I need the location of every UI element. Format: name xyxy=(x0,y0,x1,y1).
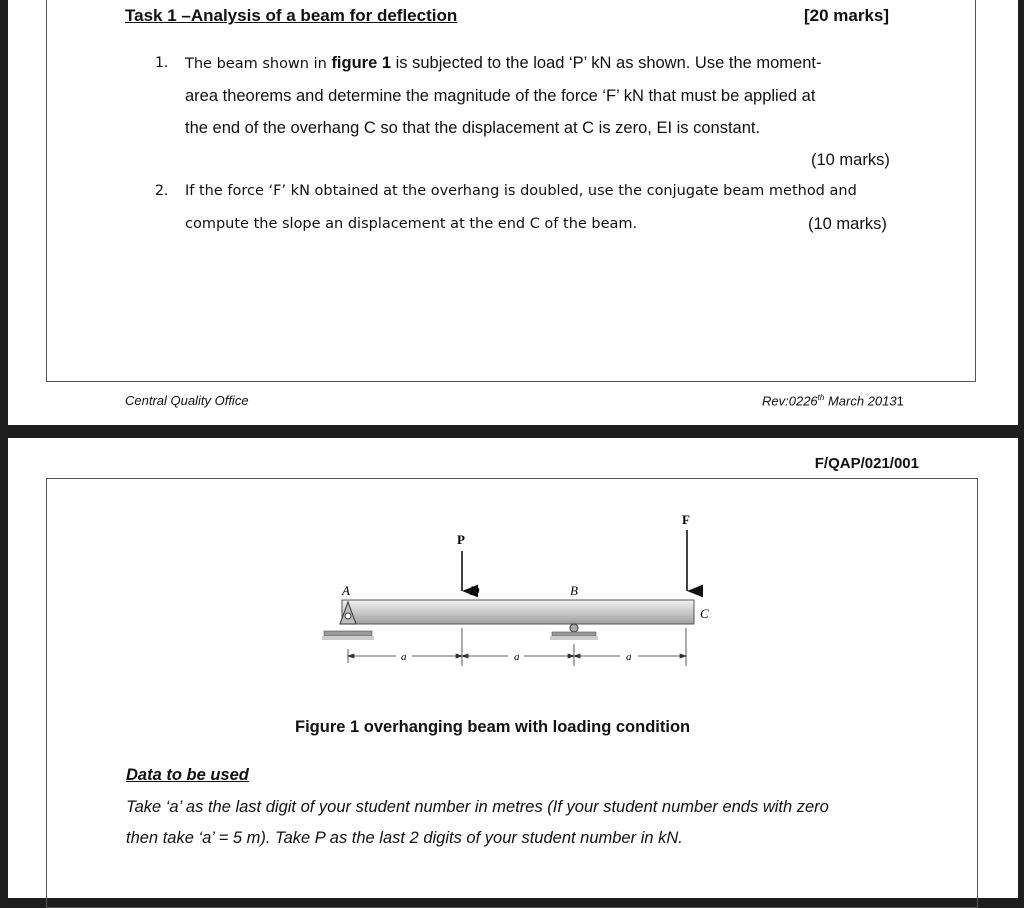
q2-line-2: compute the slope an displacement at the end C of the beam. xyxy=(185,216,638,232)
label-d: D xyxy=(470,583,480,598)
label-f: F xyxy=(682,512,690,527)
data-heading: Data to be used xyxy=(126,766,249,784)
beam xyxy=(342,600,694,624)
document-code: F/QAP/021/001 xyxy=(814,455,919,472)
roller-support-b xyxy=(550,624,598,640)
task-marks: [20 marks] xyxy=(804,6,890,25)
label-p: P xyxy=(457,532,465,547)
q1-line-1c: is subjected to the load ‘P’ kN as shown. Use the moment- xyxy=(391,54,822,72)
footer-rev: Rev:0226 xyxy=(762,393,818,409)
q2-marks: (10 marks) xyxy=(808,215,887,233)
task-title: Task 1 –Analysis of a beam for deflection xyxy=(125,6,458,25)
footer-digit: 1 xyxy=(896,393,904,409)
q1-line-2: area theorems and determine the magnitude of the force ‘F’ kN that must be applied at xyxy=(185,87,816,105)
figure-caption: Figure 1 overhanging beam with loading condition xyxy=(295,718,691,736)
label-a: A xyxy=(342,583,350,598)
dim-a-2: a xyxy=(514,651,520,663)
dim-a-3: a xyxy=(626,651,632,663)
q1-marks: (10 marks) xyxy=(811,151,890,169)
page-2 xyxy=(8,438,1018,898)
q1-line-1a: The beam shown in xyxy=(185,56,332,72)
q2-number: 2. xyxy=(155,183,169,199)
label-c: C xyxy=(700,606,709,621)
beam-figure xyxy=(308,506,728,681)
dim-a-1: a xyxy=(401,651,407,663)
q1-figure-ref: figure 1 xyxy=(331,54,392,72)
q2-line-1: If the force ‘F’ kN obtained at the overhang is doubled, use the conjugate beam method and xyxy=(185,183,857,199)
data-line-1: Take ‘a’ as the last digit of your student number in metres (If your student number ends with zero xyxy=(126,798,829,816)
footer-date: March 2013 xyxy=(824,393,897,409)
data-line-2: then take ‘a’ = 5 m). Take P as the last 2 digits of your student number in kN. xyxy=(126,829,683,847)
label-b: B xyxy=(570,583,578,598)
footer-left: Central Quality Office xyxy=(125,393,249,408)
page-1 xyxy=(8,0,1018,425)
q1-line-3: the end of the overhang C so that the displacement at C is zero, EI is constant. xyxy=(185,119,761,137)
footer-right xyxy=(762,393,904,408)
q1-line-1 xyxy=(185,47,821,81)
footer-sup: th xyxy=(817,393,825,402)
q1-number: 1. xyxy=(155,55,169,71)
